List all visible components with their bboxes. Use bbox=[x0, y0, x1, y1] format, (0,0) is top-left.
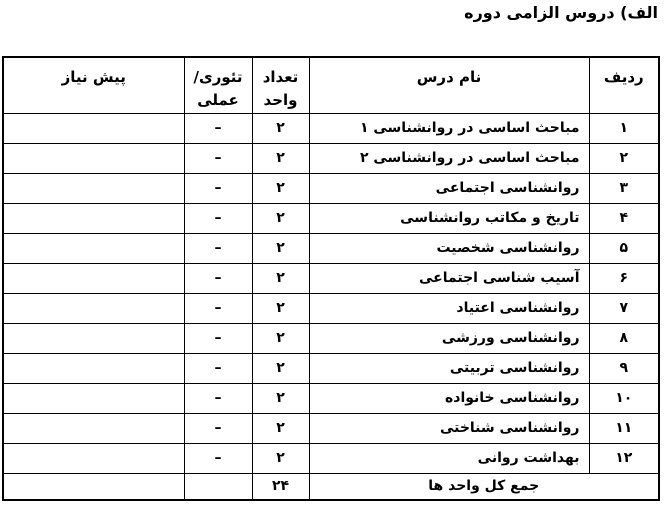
prerequisite-cell bbox=[3, 113, 184, 143]
table-row bbox=[3, 323, 659, 353]
table-row bbox=[3, 293, 659, 323]
theory-practical-cell: – bbox=[184, 143, 252, 173]
prerequisite-cell bbox=[3, 143, 184, 173]
total-label-cell: جمع کل واحد ها bbox=[309, 473, 659, 500]
theory-practical-cell: – bbox=[184, 173, 252, 203]
page-title: الف) دروس الزامی دوره bbox=[464, 3, 658, 22]
units-cell: ۲ bbox=[252, 323, 309, 353]
course-name-cell: مباحث اساسی در روانشناسی ۱ bbox=[309, 113, 589, 143]
theory-practical-cell: – bbox=[184, 443, 252, 473]
row-number-cell: ۱۰ bbox=[589, 383, 659, 413]
units-cell: ۲ bbox=[252, 353, 309, 383]
course-name-cell: روانشناسی شخصیت bbox=[309, 233, 589, 263]
header-units: تعداد واحد bbox=[252, 57, 309, 113]
course-name-cell: روانشناسی اعتیاد bbox=[309, 293, 589, 323]
units-cell: ۲ bbox=[252, 113, 309, 143]
course-name-cell: بهداشت روانی bbox=[309, 443, 589, 473]
row-number-cell: ۷ bbox=[589, 293, 659, 323]
row-number-cell: ۱۲ bbox=[589, 443, 659, 473]
required-courses-table bbox=[2, 56, 660, 501]
total-prerequisite-cell bbox=[3, 473, 184, 500]
header-prerequisite: پیش نیاز bbox=[3, 57, 184, 113]
table-header-row bbox=[3, 57, 659, 113]
row-number-cell: ۳ bbox=[589, 173, 659, 203]
prerequisite-cell bbox=[3, 353, 184, 383]
prerequisite-cell bbox=[3, 443, 184, 473]
total-units-cell: ۲۴ bbox=[252, 473, 309, 500]
header-course-name: نام درس bbox=[309, 57, 589, 113]
theory-practical-cell: – bbox=[184, 233, 252, 263]
total-theory-practical-cell bbox=[184, 473, 252, 500]
prerequisite-cell bbox=[3, 203, 184, 233]
prerequisite-cell bbox=[3, 383, 184, 413]
row-number-cell: ۴ bbox=[589, 203, 659, 233]
course-name-cell: مباحث اساسی در روانشناسی ۲ bbox=[309, 143, 589, 173]
units-cell: ۲ bbox=[252, 173, 309, 203]
row-number-cell: ۲ bbox=[589, 143, 659, 173]
prerequisite-cell bbox=[3, 233, 184, 263]
course-name-cell: روانشناسی اجتماعی bbox=[309, 173, 589, 203]
units-cell: ۲ bbox=[252, 293, 309, 323]
units-cell: ۲ bbox=[252, 143, 309, 173]
table-row bbox=[3, 383, 659, 413]
total-row bbox=[3, 473, 659, 500]
units-cell: ۲ bbox=[252, 413, 309, 443]
course-name-cell: روانشناسی شناختی bbox=[309, 413, 589, 443]
theory-practical-cell: – bbox=[184, 353, 252, 383]
theory-practical-cell: – bbox=[184, 113, 252, 143]
theory-practical-cell: – bbox=[184, 413, 252, 443]
header-theory-practical: تئوری/ عملی bbox=[184, 57, 252, 113]
table-row bbox=[3, 353, 659, 383]
table-row bbox=[3, 113, 659, 143]
theory-practical-cell: – bbox=[184, 323, 252, 353]
table-row bbox=[3, 263, 659, 293]
units-cell: ۲ bbox=[252, 383, 309, 413]
row-number-cell: ۸ bbox=[589, 323, 659, 353]
row-number-cell: ۶ bbox=[589, 263, 659, 293]
row-number-cell: ۱۱ bbox=[589, 413, 659, 443]
theory-practical-cell: – bbox=[184, 203, 252, 233]
row-number-cell: ۵ bbox=[589, 233, 659, 263]
course-name-cell: روانشناسی خانواده bbox=[309, 383, 589, 413]
units-cell: ۲ bbox=[252, 233, 309, 263]
table-row bbox=[3, 143, 659, 173]
prerequisite-cell bbox=[3, 173, 184, 203]
theory-practical-cell: – bbox=[184, 263, 252, 293]
course-name-cell: تاریخ و مکاتب روانشناسی bbox=[309, 203, 589, 233]
table-row bbox=[3, 203, 659, 233]
course-name-cell: روانشناسی ورزشی bbox=[309, 323, 589, 353]
units-cell: ۲ bbox=[252, 263, 309, 293]
row-number-cell: ۱ bbox=[589, 113, 659, 143]
prerequisite-cell bbox=[3, 293, 184, 323]
prerequisite-cell bbox=[3, 323, 184, 353]
table-row bbox=[3, 413, 659, 443]
table-row bbox=[3, 173, 659, 203]
units-cell: ۲ bbox=[252, 443, 309, 473]
course-name-cell: آسیب شناسی اجتماعی bbox=[309, 263, 589, 293]
prerequisite-cell bbox=[3, 263, 184, 293]
row-number-cell: ۹ bbox=[589, 353, 659, 383]
table-row bbox=[3, 233, 659, 263]
theory-practical-cell: – bbox=[184, 293, 252, 323]
table-row bbox=[3, 443, 659, 473]
course-name-cell: روانشناسی تربیتی bbox=[309, 353, 589, 383]
theory-practical-cell: – bbox=[184, 383, 252, 413]
header-row-number: ردیف bbox=[589, 57, 659, 113]
units-cell: ۲ bbox=[252, 203, 309, 233]
prerequisite-cell bbox=[3, 413, 184, 443]
